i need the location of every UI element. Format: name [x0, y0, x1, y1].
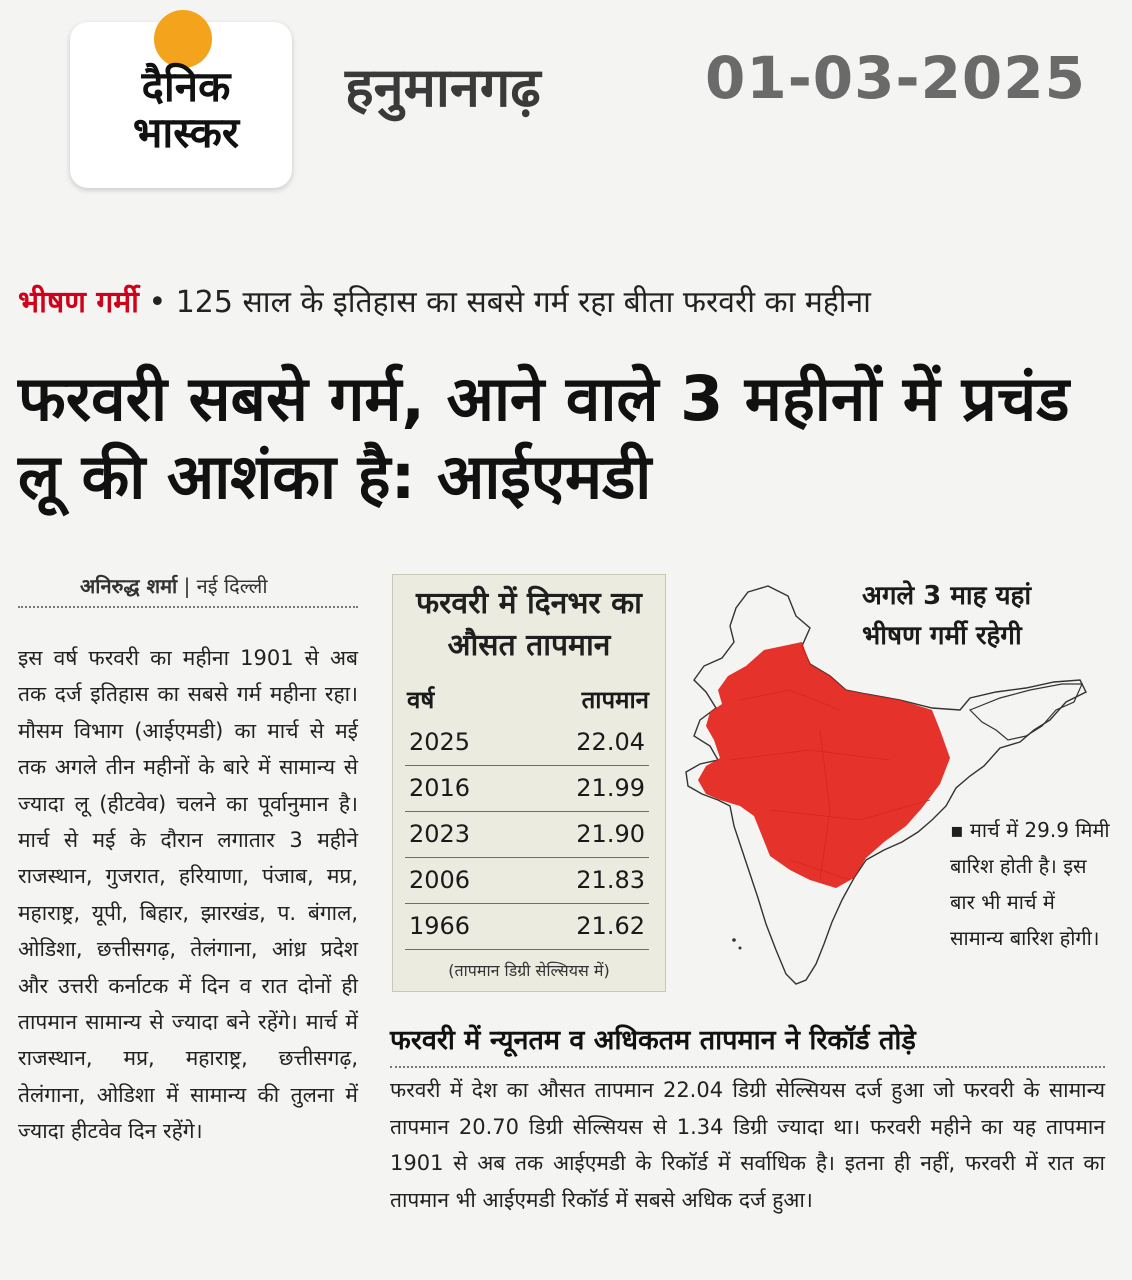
sun-icon — [154, 10, 212, 68]
island-dot — [739, 947, 742, 950]
heat-region — [698, 642, 950, 888]
table-header-year: वर्ष — [407, 686, 435, 714]
map-note: ▪ मार्च में 29.9 मिमी बारिश होती है। इस बार भी मार्च में सामान्य बारिश होगी। — [950, 818, 1110, 950]
temperature-table — [392, 574, 666, 992]
table-row — [405, 903, 649, 950]
table-row — [405, 857, 649, 904]
byline-separator: | — [183, 574, 191, 598]
logo-line-1: दैनिक — [141, 62, 231, 111]
newspaper-logo — [70, 22, 292, 188]
table-cell-year: 2016 — [409, 774, 471, 802]
kicker-text: 125 साल के इतिहास का सबसे गर्म रहा बीता फरवरी का महीना — [175, 285, 871, 320]
divider — [18, 606, 358, 608]
table-title: फरवरी में दिनभर का औसत तापमान — [416, 586, 642, 663]
kicker-bullet: • — [148, 285, 176, 320]
edition-date: 01-03-2025 — [705, 44, 1086, 112]
table-cell-year: 2023 — [409, 820, 471, 848]
northeast-outline — [970, 684, 1082, 740]
kicker-tag: भीषण गर्मी — [18, 285, 139, 320]
headline: फरवरी सबसे गर्म, आने वाले 3 महीनों में प्रचंड लू की आशंका है: आईएमडी — [18, 362, 1070, 513]
subsection-text: फरवरी में देश का औसत तापमान 22.04 डिग्री सेल्सियस दर्ज हुआ जो फरवरी के सामान्य तापमान 20.70 डिग्री सेल्सियस से 1.34 डिग्री ज्यादा था। फरवरी महीने का यह तापमान 1901 से अब तक आईएमडी के रिकॉर्ड में सर्वाधिक है। इतना ही नहीं, फरवरी में रात का तापमान भी आईएमडी रिकॉर्ड में सबसे अधिक दर्ज हुआ। — [390, 1078, 1105, 1212]
table-cell-year: 2006 — [409, 866, 471, 894]
byline-place: नई दिल्ली — [196, 574, 268, 598]
logo-wordmark — [96, 64, 276, 156]
table-row — [405, 719, 649, 766]
subsection-title: फरवरी में न्यूनतम व अधिकतम तापमान ने रिकॉर्ड तोड़े — [390, 1025, 916, 1056]
table-cell-year: 1966 — [409, 912, 471, 940]
table-row — [405, 811, 649, 858]
divider — [390, 1066, 1105, 1068]
table-cell-temp: 21.83 — [576, 866, 645, 894]
kicker — [18, 280, 871, 321]
table-cell-temp: 21.99 — [576, 774, 645, 802]
byline-name: अनिरुद्ध शर्मा — [80, 574, 178, 598]
table-note: (तापमान डिग्री सेल्सियस में) — [448, 961, 610, 980]
island-dot — [732, 938, 736, 942]
table-cell-year: 2025 — [409, 728, 471, 756]
logo-line-2: भास्कर — [132, 108, 240, 157]
article-body: इस वर्ष फरवरी का महीना 1901 से अब तक दर्ज इतिहास का सबसे गर्म महीना रहा। मौसम विभाग (आईएमडी) का मार्च से मई तक अगले तीन महीनों के बारे में सामान्य से ज्यादा लू (हीटवेव) चलने का पूर्वानुमान है। मार्च से मई के दौरान लगातार 3 महीने राजस्थान, गुजरात, हरियाणा, पंजाब, मप्र, महाराष्ट्र, यूपी, बिहार, झारखंड, प. बंगाल, ओडिशा, छत्तीसगढ़, तेलंगाना, आंध्र प्रदेश और उत्तरी कर्नाटक में दिन व रात दोनों ही तापमान सामान्य से ज्यादा बने रहेंगे। मार्च में राजस्थान, मप्र, महाराष्ट्र, छत्तीसगढ़, तेलंगाना, ओडिशा में सामान्य की तुलना में ज्यादा हीटवेव दिन रहेंगे। — [18, 646, 358, 1144]
table-cell-temp: 21.62 — [576, 912, 645, 940]
map-heading: अगले 3 माह यहां भीषण गर्मी रहेगी — [862, 581, 1032, 651]
table-header-temp: तापमान — [581, 686, 649, 714]
table-cell-temp: 21.90 — [576, 820, 645, 848]
table-row — [405, 765, 649, 812]
byline — [80, 572, 268, 599]
table-cell-temp: 22.04 — [576, 728, 645, 756]
edition-city: हनुमानगढ़ — [345, 56, 541, 119]
